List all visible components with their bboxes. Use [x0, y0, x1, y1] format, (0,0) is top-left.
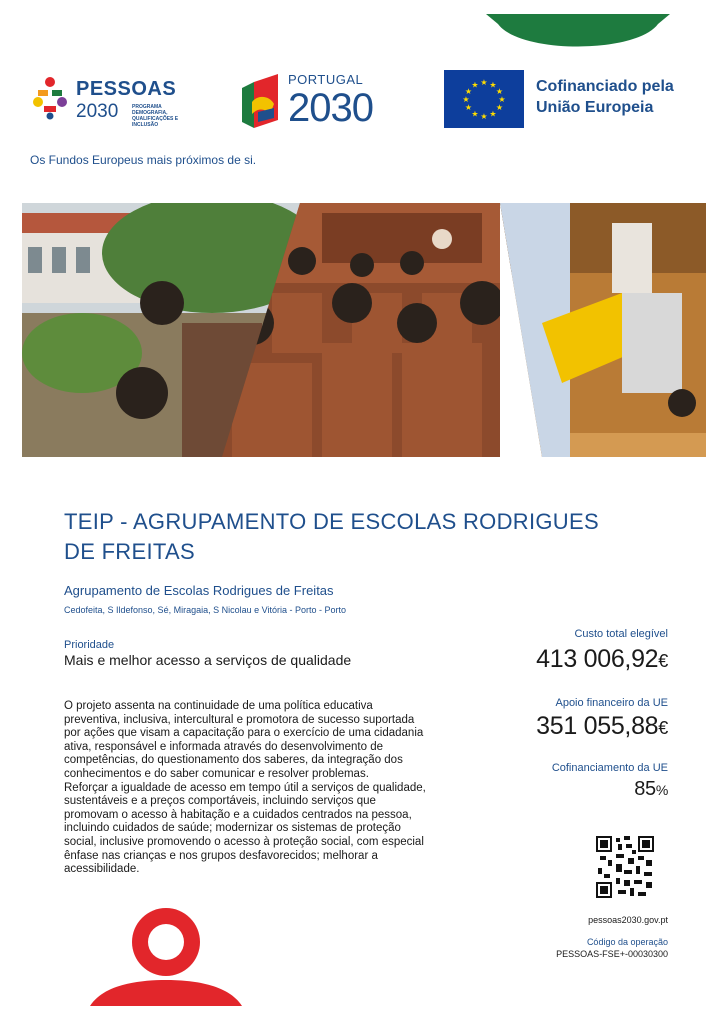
description-line: O projeto assenta na continuidade de uma política educativa	[64, 700, 373, 712]
svg-text:★: ★	[498, 95, 506, 104]
slogan: Os Fundos Europeus mais próximos de si.	[30, 153, 257, 167]
project-title-line-2: DE FREITAS	[64, 539, 195, 564]
project-locality: Cedofeita, S Ildefonso, Sé, Miragaia, S Nicolau e Vitória - Porto - Porto	[64, 605, 346, 615]
pessoas-logo-icon	[30, 76, 70, 120]
beneficiary-name: Agrupamento de Escolas Rodrigues de Freitas	[64, 583, 334, 598]
description-line: acessibilidade.	[64, 863, 140, 876]
eu-support-label: Apoio financeiro da UE	[555, 697, 668, 709]
qr-code-icon[interactable]	[596, 836, 654, 898]
svg-text:★: ★	[495, 103, 504, 112]
eu-support-amount: 351 055,88	[536, 712, 659, 740]
total-cost-unit: €	[658, 651, 668, 671]
description-line: conhecimentos e do saber comunicar e resolver problemas.	[64, 767, 369, 780]
photo-collage	[22, 203, 706, 457]
cofinance-rate-amount: 85	[634, 778, 656, 800]
project-title-line-1: TEIP - AGRUPAMENTO DE ESCOLAS RODRIGUES	[64, 509, 599, 534]
total-cost-label: Custo total elegível	[574, 628, 668, 640]
description-line: preventiva, inclusiva, intercultural e promotora de sucesso suportada	[64, 713, 415, 726]
portugal-flag-icon	[240, 74, 280, 128]
description-line: ênfase nas crianças e nos grupos desfavorecidos; melhorar a	[64, 849, 378, 862]
description-line: sustentáveis e a preços comportáveis, incluindo serviços que	[64, 795, 376, 808]
operation-code-label: Código da operação	[586, 937, 668, 947]
svg-text:★: ★	[462, 95, 470, 104]
project-description	[64, 700, 476, 877]
photo-handstand	[500, 203, 706, 457]
eu-line-1: Cofinanciado pela	[536, 78, 674, 95]
operation-code-value: PESSOAS-FSE+-00030300	[556, 949, 668, 959]
svg-text:★: ★	[480, 112, 488, 121]
eu-flag-icon	[444, 70, 524, 128]
website-link[interactable]: pessoas2030.gov.pt	[588, 915, 668, 925]
pessoas-logo-name: PESSOAS	[76, 78, 177, 100]
svg-text:★: ★	[464, 87, 473, 96]
cofinance-rate-unit: %	[655, 782, 668, 798]
top-green-arc-icon	[486, 14, 670, 60]
description-line: competências, do questionamento dos saberes, da integração dos	[64, 754, 403, 767]
svg-text:★: ★	[480, 78, 488, 87]
description-line: por ações que visam a capacitação para o exercício de uma cidadania	[64, 727, 424, 740]
pessoas-logo-year: 2030	[76, 101, 119, 122]
svg-text:★: ★	[489, 80, 497, 90]
eu-support-value	[536, 712, 668, 741]
svg-text:★: ★	[471, 80, 479, 90]
red-person-mark-icon	[84, 896, 244, 1008]
cofinance-rate-label: Cofinanciamento da UE	[551, 762, 668, 774]
svg-text:★: ★	[464, 103, 473, 112]
project-title	[64, 507, 664, 567]
description-line: ativa, responsável e informada através do desenvolvimento de	[64, 740, 383, 753]
svg-text:★: ★	[489, 109, 497, 119]
description-line: social, inclusive promovendo o acesso à proteção social, com especial	[64, 835, 424, 848]
total-cost-amount: 413 006,92	[536, 645, 659, 673]
eu-support-unit: €	[658, 718, 668, 738]
description-line: incluindo cuidados de saúde; modernizar os sistemas de proteção	[64, 822, 401, 835]
eu-cofinance-label	[536, 76, 674, 118]
portugal-logo-year: 2030	[288, 86, 373, 130]
description-line: promovam o acesso à habitação e a cuidados centrados na pessoa,	[64, 808, 412, 821]
total-cost-value	[536, 645, 668, 674]
portugal-logo-name: PORTUGAL	[288, 72, 364, 87]
svg-text:★: ★	[471, 109, 479, 119]
priority-value: Mais e melhor acesso a serviços de qualidade	[64, 652, 352, 668]
cofinance-rate-value	[634, 778, 668, 801]
eu-line-2: União Europeia	[536, 99, 654, 116]
description-line: Reforçar a igualdade de acesso em tempo útil a serviços de qualidade,	[64, 781, 426, 794]
pessoas-logo-tagline: PROGRAMA DEMOGRAFIA, QUALIFICAÇÕES E INCLUSÃO	[132, 104, 179, 128]
priority-label: Prioridade	[64, 639, 115, 651]
svg-text:★: ★	[495, 87, 504, 96]
